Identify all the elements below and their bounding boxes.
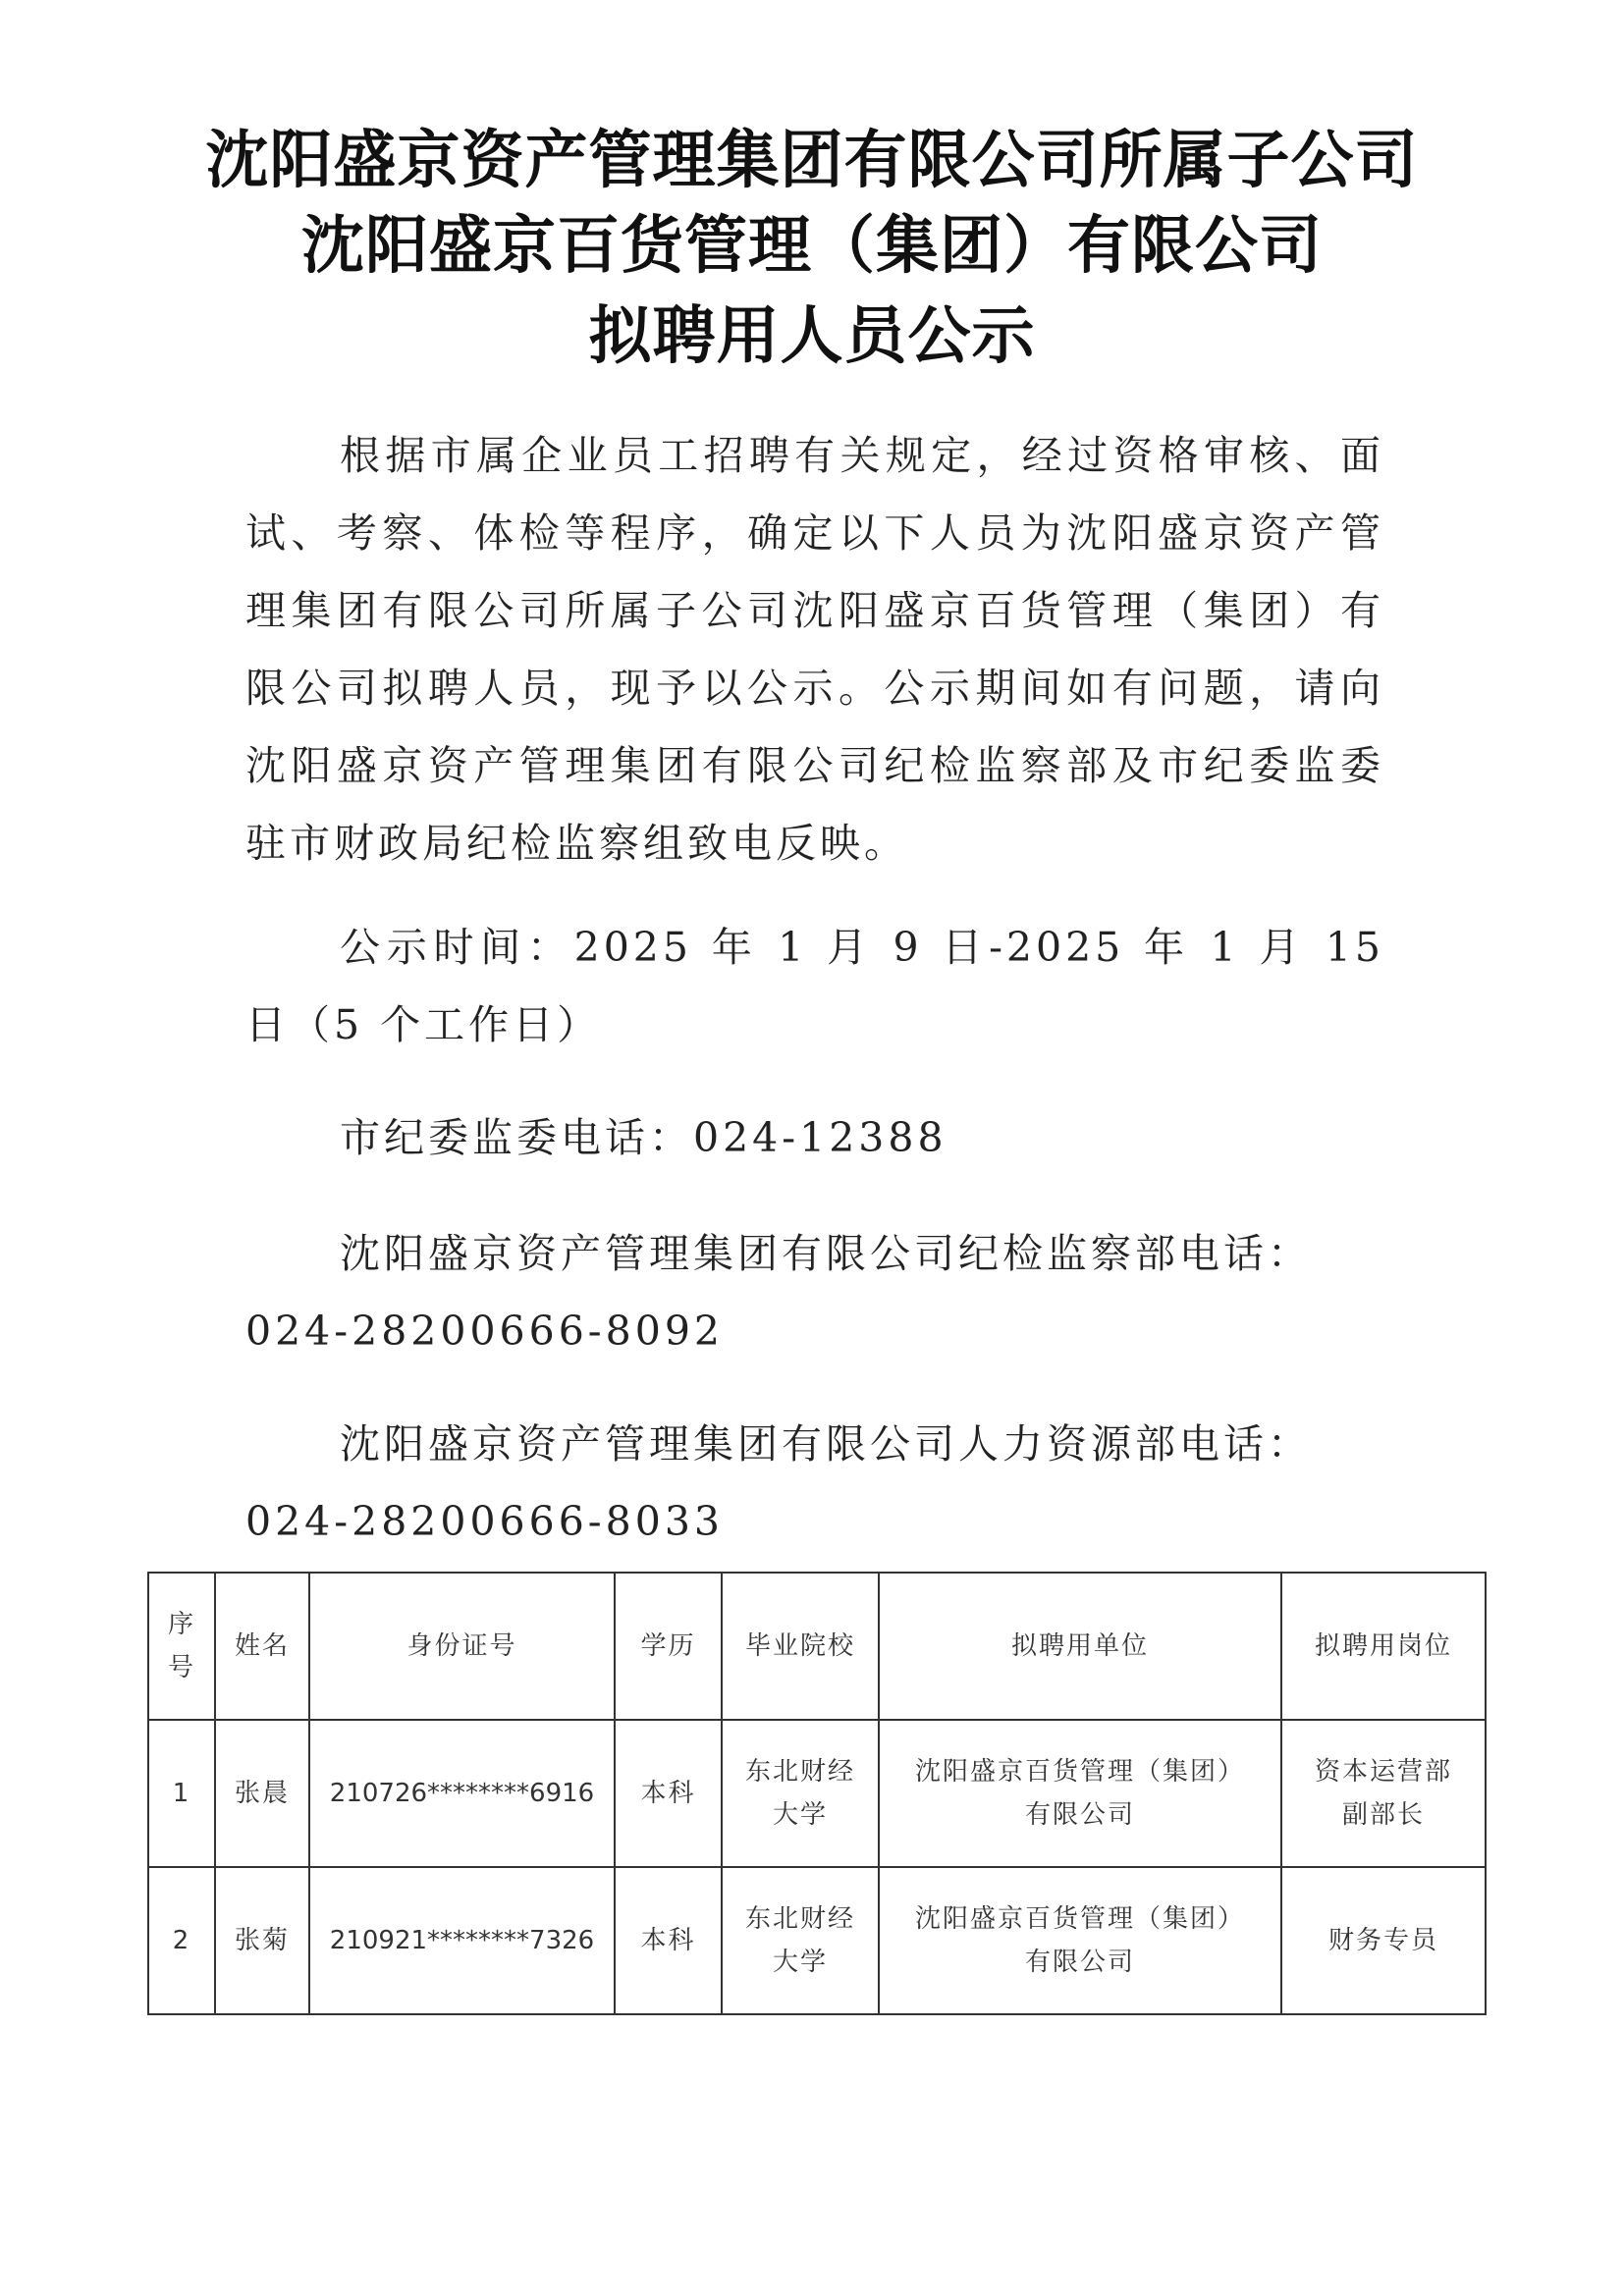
cell-no: 1 xyxy=(148,1720,215,1867)
table-row xyxy=(148,1720,1486,1867)
cell-position: 财务专员 xyxy=(1281,1867,1486,2014)
document-title-line-3: 拟聘用人员公示 xyxy=(588,300,1036,373)
cell-name: 张晨 xyxy=(215,1720,309,1867)
table-header-row xyxy=(148,1573,1486,1720)
commission-phone: 市纪委监委电话：024-12388 xyxy=(340,1114,947,1161)
cell-school: 东北财经大学 xyxy=(722,1867,879,2014)
discipline-contact xyxy=(245,1215,1384,1370)
discipline-phone-number: 024-28200666-8092 xyxy=(245,1308,724,1355)
table-row xyxy=(148,1867,1486,2014)
document-title-line-1: 沈阳盛京资产管理集团有限公司所属子公司 xyxy=(205,125,1419,197)
cell-no: 2 xyxy=(148,1867,215,2014)
header-school: 毕业院校 xyxy=(722,1573,879,1720)
hr-phone-label: 沈阳盛京资产管理集团有限公司人力资源部电话： xyxy=(340,1420,1312,1468)
cell-id: 210921********7326 xyxy=(309,1867,615,2014)
hr-phone-number: 024-28200666-8033 xyxy=(245,1498,724,1545)
hr-contact xyxy=(245,1406,1384,1561)
cell-name: 张菊 xyxy=(215,1867,309,2014)
publicity-period: 公示时间：2025 年 1 月 9 日-2025 年 1 月 15 日（5 个工作日） xyxy=(245,924,1384,1048)
header-name: 姓名 xyxy=(215,1573,309,1720)
intro-paragraph: 根据市属企业员工招聘有关规定，经过资格审核、面试、考察、体检等程序，确定以下人员为沈阳盛京资产管理集团有限公司所属子公司沈阳盛京百货管理（集团）有限公司拟聘人员，现予以公示。公示期间如有问题，请向沈阳盛京资产管理集团有限公司纪检监察部及市纪委监委驻市财政局纪检监察组致电反映。 xyxy=(245,432,1384,867)
discipline-phone-label: 沈阳盛京资产管理集团有限公司纪检监察部电话： xyxy=(340,1230,1312,1277)
cell-id: 210726********6916 xyxy=(309,1720,615,1867)
cell-school: 东北财经大学 xyxy=(722,1720,879,1867)
header-unit: 拟聘用单位 xyxy=(879,1573,1281,1720)
cell-position: 资本运营部副部长 xyxy=(1281,1720,1486,1867)
cell-edu: 本科 xyxy=(615,1867,722,2014)
header-position: 拟聘用岗位 xyxy=(1281,1573,1486,1720)
header-edu: 学历 xyxy=(615,1573,722,1720)
document-title-line-2: 沈阳盛京百货管理（集团）有限公司 xyxy=(301,210,1323,283)
header-no: 序号 xyxy=(148,1573,215,1720)
candidate-table xyxy=(147,1572,1487,2015)
cell-edu: 本科 xyxy=(615,1720,722,1867)
cell-unit: 沈阳盛京百货管理（集团）有限公司 xyxy=(879,1720,1281,1867)
header-id: 身份证号 xyxy=(309,1573,615,1720)
cell-unit: 沈阳盛京百货管理（集团）有限公司 xyxy=(879,1867,1281,2014)
